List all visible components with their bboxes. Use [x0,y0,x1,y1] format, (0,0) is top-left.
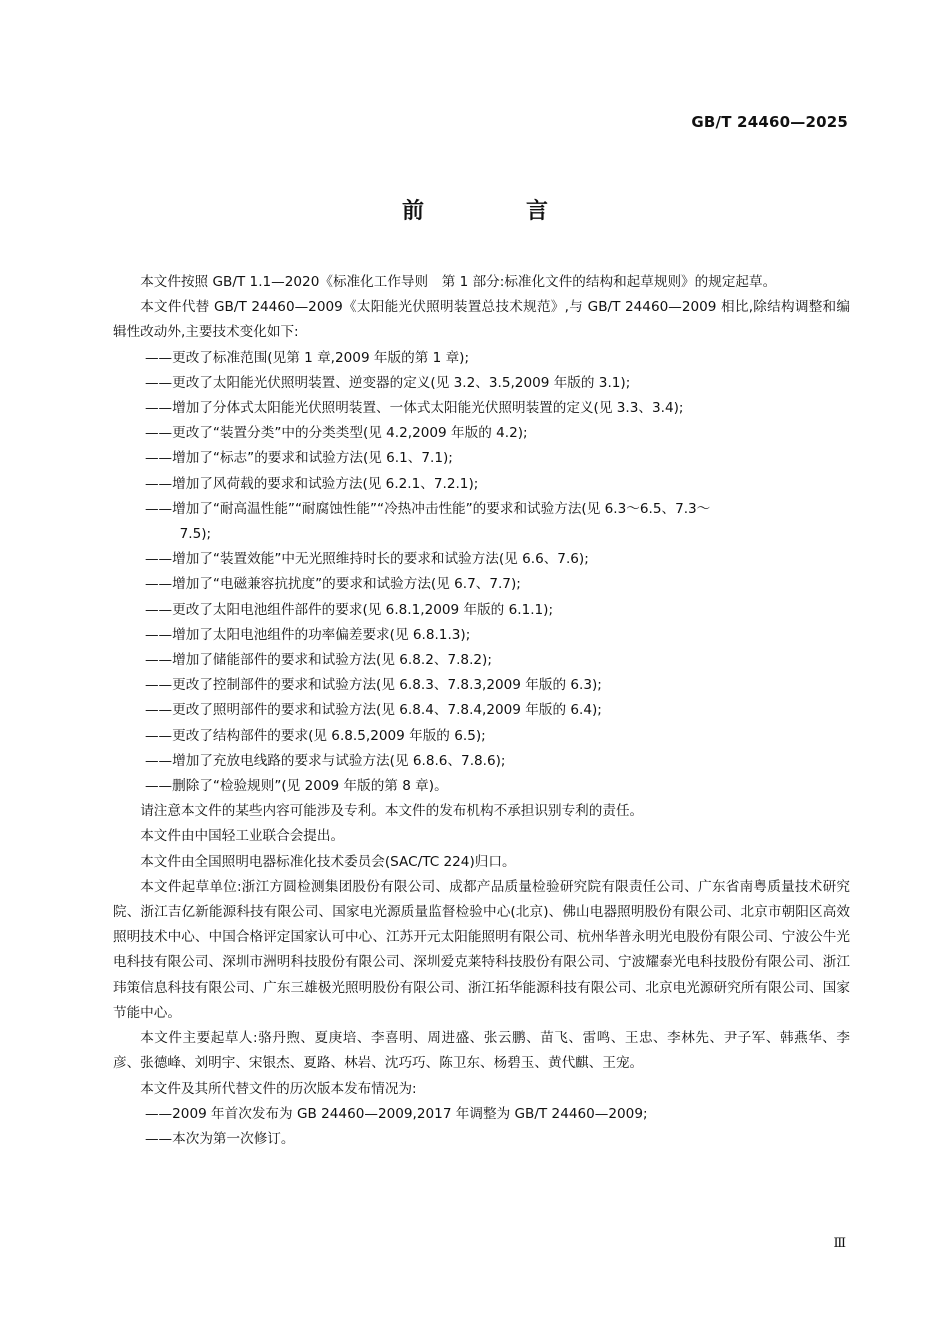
list-item: ——增加了“耐高温性能”“耐腐蚀性能”“冷热冲击性能”的要求和试验方法(见 6.3～6.5、7.3～ [144,500,711,517]
paragraph: 本文件按照 GB/T 1.1—2020《标准化工作导则 第 1 部分:标准化文件的结构和起草规则》的规定起草。 [140,274,777,290]
list-item: ——更改了“装置分类”中的分类类型(见 4.2,2009 年版的 4.2); [144,425,528,442]
list-item: ——增加了充放电线路的要求与试验方法(见 6.8.6、7.8.6); [144,752,506,769]
paragraph: 本文件起草单位:浙江方圆检测集团股份有限公司、成都产品质量检验研究院有限责任公司、广东省南粤质量技术研究院、浙江吉亿新能源科技有限公司、国家电光源质量监督检验中心(北京)、佛山电器照明股份有限公司、北京市朝阳区高效照明技术中心、中国合格评定国家认可中心、江苏开元太阳能照明有限公司、杭州华普永明光电股份有限公司、宁波公牛光电科技有限公司、深圳市洲明科技股份有限公司、深圳爱克莱特科技股份有限公司、宁波耀泰光电科技股份有限公司、浙江玮策信息科技有限公司、广东三雄极光照明股份有限公司、浙江拓华能源科技有限公司、北京电光源研究所有限公司、国家节能中心。 [113,878,850,1021]
list-item: ——更改了结构部件的要求(见 6.8.5,2009 年版的 6.5); [144,727,486,744]
list-item: ——增加了“标志”的要求和试验方法(见 6.1、7.1); [144,450,453,467]
list-item: ——2009 年首次发布为 GB 24460—2009,2017 年调整为 GB/T 24460—2009; [144,1105,648,1122]
paragraph: 本文件主要起草人:骆丹煦、夏庚培、李喜明、周进盛、张云鹏、苗飞、雷鸣、王忠、李林先、尹子军、韩燕华、李彦、张德峰、刘明宇、宋银杰、夏路、林岩、沈巧巧、陈卫东、杨碧玉、黄代麒、王宠。 [113,1030,850,1072]
paragraph: 本文件及其所代替文件的历次版本发布情况为: [140,1080,417,1097]
list-item: ——增加了储能部件的要求和试验方法(见 6.8.2、7.8.2); [144,652,492,669]
standard-number: GB/T 24460—2025 [691,113,848,131]
list-item: ——更改了太阳电池组件部件的要求(见 6.8.1,2009 年版的 6.1.1); [144,601,554,618]
paragraph: 本文件由中国轻工业联合会提出。 [140,828,345,845]
list-item: ——增加了分体式太阳能光伏照明装置、一体式太阳能光伏照明装置的定义(见 3.3、3.4); [144,400,684,417]
list-item: ——更改了控制部件的要求和试验方法(见 6.8.3、7.8.3,2009 年版的 6.3); [144,677,602,694]
page-number: Ⅲ [833,1236,846,1251]
page-title: 前 言 [401,199,588,224]
document-body [113,270,850,1152]
paragraph: 本文件由全国照明电器标准化技术委员会(SAC/TC 224)归口。 [140,853,516,870]
list-item: ——更改了照明部件的要求和试验方法(见 6.8.4、7.8.4,2009 年版的 6.4); [144,702,602,719]
list-item: ——增加了“电磁兼容抗扰度”的要求和试验方法(见 6.7、7.7); [144,576,521,593]
list-item: ——更改了标准范围(见第 1 章,2009 年版的第 1 章); [144,349,470,366]
list-item: ——删除了“检验规则”(见 2009 年版的第 8 章)。 [144,778,448,795]
list-item: ——增加了“装置效能”中无光照维持时长的要求和试验方法(见 6.6、7.6); [144,551,589,568]
list-item: ——本次为第一次修订。 [144,1130,295,1147]
list-item: 7.5); [179,526,212,543]
paragraph: 本文件代替 GB/T 24460—2009《太阳能光伏照明装置总技术规范》,与 GB/T 24460—2009 相比,除结构调整和编辑性改动外,主要技术变化如下: [113,299,850,341]
list-item: ——更改了太阳能光伏照明装置、逆变器的定义(见 3.2、3.5,2009 年版的 3.1); [144,374,631,391]
paragraph: 请注意本文件的某些内容可能涉及专利。本文件的发布机构不承担识别专利的责任。 [140,803,644,820]
list-item: ——增加了风荷载的要求和试验方法(见 6.2.1、7.2.1); [144,475,479,492]
list-item: ——增加了太阳电池组件的功率偏差要求(见 6.8.1.3); [144,626,471,643]
